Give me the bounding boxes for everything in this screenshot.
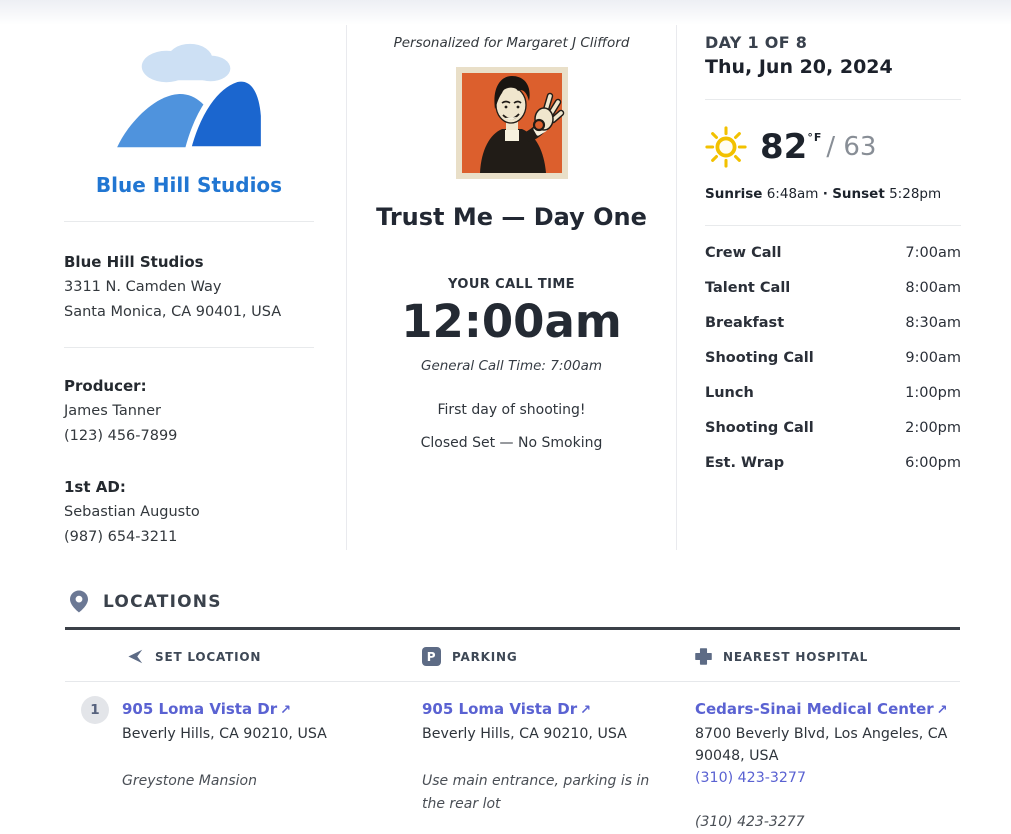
sun-icon	[705, 126, 747, 168]
parking-note: Use main entrance, parking is in the rear lot	[422, 773, 650, 812]
locations-header	[65, 590, 960, 613]
hospital-name: Cedars-Sinai Medical Center	[695, 700, 934, 718]
navigation-icon	[127, 648, 144, 665]
external-link-icon: ↗	[936, 703, 948, 718]
company-name: Blue Hill Studios	[64, 253, 204, 271]
weather-summary	[705, 126, 961, 168]
sunset-label: Sunset	[832, 186, 885, 202]
hospital-link[interactable]	[695, 700, 948, 718]
hospital-address: 8700 Beverly Blvd, Los Angeles, CA 90048, USA	[695, 726, 948, 764]
personalized-for-text: Personalized for Margaret J Clifford	[393, 35, 630, 51]
set-location-header	[65, 648, 422, 665]
sunrise-time: 6:48am	[766, 186, 819, 202]
locations-table	[65, 627, 960, 834]
temp-low: / 63	[826, 132, 877, 162]
hospital-cell	[695, 699, 960, 834]
call-sheet-title: Trust Me — Day One	[376, 203, 647, 231]
column-header-label: PARKING	[452, 649, 518, 664]
schedule-label: Lunch	[705, 384, 754, 401]
schedule-row	[705, 340, 961, 375]
dot-separator: ·	[822, 186, 828, 202]
schedule-time: 2:00pm	[905, 419, 961, 436]
your-call-time-label: YOUR CALL TIME	[448, 277, 575, 292]
call-info-column	[346, 25, 677, 550]
day-schedule-list	[705, 235, 961, 480]
schedule-label: Crew Call	[705, 244, 782, 261]
temperature	[760, 127, 877, 167]
call-sheet-top	[0, 25, 1011, 550]
contact-name: James Tanner	[64, 403, 161, 419]
set-location-details	[122, 699, 327, 793]
first-ad-contact	[64, 475, 314, 550]
set-location-name: 905 Loma Vista Dr	[122, 700, 278, 718]
hospital-phone-link[interactable]: (310) 423-3277	[695, 770, 806, 786]
divider	[64, 347, 314, 348]
contact-name: Sebastian Augusto	[64, 504, 200, 520]
contact-role: Producer:	[64, 377, 147, 395]
production-column	[0, 25, 346, 550]
day-counter: DAY 1 OF 8	[705, 33, 808, 52]
schedule-label: Breakfast	[705, 314, 785, 331]
schedule-label: Shooting Call	[705, 349, 814, 366]
parking-icon: P	[422, 647, 441, 666]
column-header-label: SET LOCATION	[155, 649, 262, 664]
studio-logo	[64, 31, 314, 197]
parking-name: 905 Loma Vista Dr	[422, 700, 578, 718]
schedule-label: Est. Wrap	[705, 454, 785, 471]
schedule-time: 8:00am	[905, 279, 961, 296]
call-time-value: 12:00am	[401, 295, 622, 348]
locations-section	[65, 590, 960, 834]
divider	[705, 99, 961, 100]
day-schedule-column	[677, 25, 1011, 550]
map-pin-icon	[70, 590, 88, 613]
blue-hills-logo-icon	[105, 35, 273, 161]
schedule-row	[705, 270, 961, 305]
general-call-time: General Call Time: 7:00am	[420, 357, 603, 374]
divider	[705, 225, 961, 226]
top-gradient	[0, 0, 1011, 25]
note-first-day: First day of shooting!	[437, 401, 586, 418]
sunrise-label: Sunrise	[705, 186, 763, 202]
set-location-address: Beverly Hills, CA 90210, USA	[122, 726, 327, 742]
contact-phone: (987) 654-3211	[64, 529, 178, 545]
schedule-time: 1:00pm	[905, 384, 961, 401]
production-company-block	[64, 250, 314, 325]
set-location-note: Greystone Mansion	[122, 773, 257, 789]
column-header-label: NEAREST HOSPITAL	[723, 649, 869, 664]
locations-title: LOCATIONS	[103, 591, 222, 612]
external-link-icon: ↗	[580, 703, 592, 718]
parking-header	[422, 647, 695, 666]
location-number-badge: 1	[81, 696, 109, 724]
location-row	[65, 682, 960, 834]
schedule-row	[705, 410, 961, 445]
schedule-label: Shooting Call	[705, 419, 814, 436]
contact-role: 1st AD:	[64, 478, 126, 496]
set-location-link[interactable]	[122, 700, 291, 718]
schedule-row	[705, 305, 961, 340]
schedule-row	[705, 445, 961, 480]
parking-address: Beverly Hills, CA 90210, USA	[422, 726, 627, 742]
medical-cross-icon	[695, 648, 712, 665]
external-link-icon: ↗	[280, 703, 292, 718]
schedule-label: Talent Call	[705, 279, 791, 296]
schedule-row	[705, 375, 961, 410]
set-location-cell	[65, 699, 422, 793]
company-address-line2: Santa Monica, CA 90401, USA	[64, 304, 282, 320]
shoot-date: Thu, Jun 20, 2024	[705, 56, 893, 78]
company-address-line1: 3311 N. Camden Way	[64, 279, 222, 295]
nearest-hospital-header	[695, 648, 960, 665]
parking-cell	[422, 699, 695, 816]
sunrise-sunset	[705, 186, 961, 202]
schedule-row	[705, 235, 961, 270]
contact-phone: (123) 456-7899	[64, 428, 178, 444]
schedule-time: 9:00am	[905, 349, 961, 366]
temp-unit: °F	[807, 131, 823, 144]
parking-link[interactable]	[422, 700, 591, 718]
studio-logo-text: Blue Hill Studios	[95, 173, 283, 197]
ok-gesture-poster-image	[456, 67, 568, 179]
schedule-time: 6:00pm	[905, 454, 961, 471]
schedule-time: 8:30am	[905, 314, 961, 331]
temp-high: 82	[760, 127, 808, 167]
divider	[64, 221, 314, 222]
hospital-phone-note: (310) 423-3277	[695, 814, 805, 830]
sunset-time: 5:28pm	[889, 186, 942, 202]
producer-contact	[64, 374, 314, 449]
schedule-time: 7:00am	[905, 244, 961, 261]
locations-column-headers	[65, 630, 960, 682]
note-closed-set: Closed Set — No Smoking	[420, 434, 603, 451]
